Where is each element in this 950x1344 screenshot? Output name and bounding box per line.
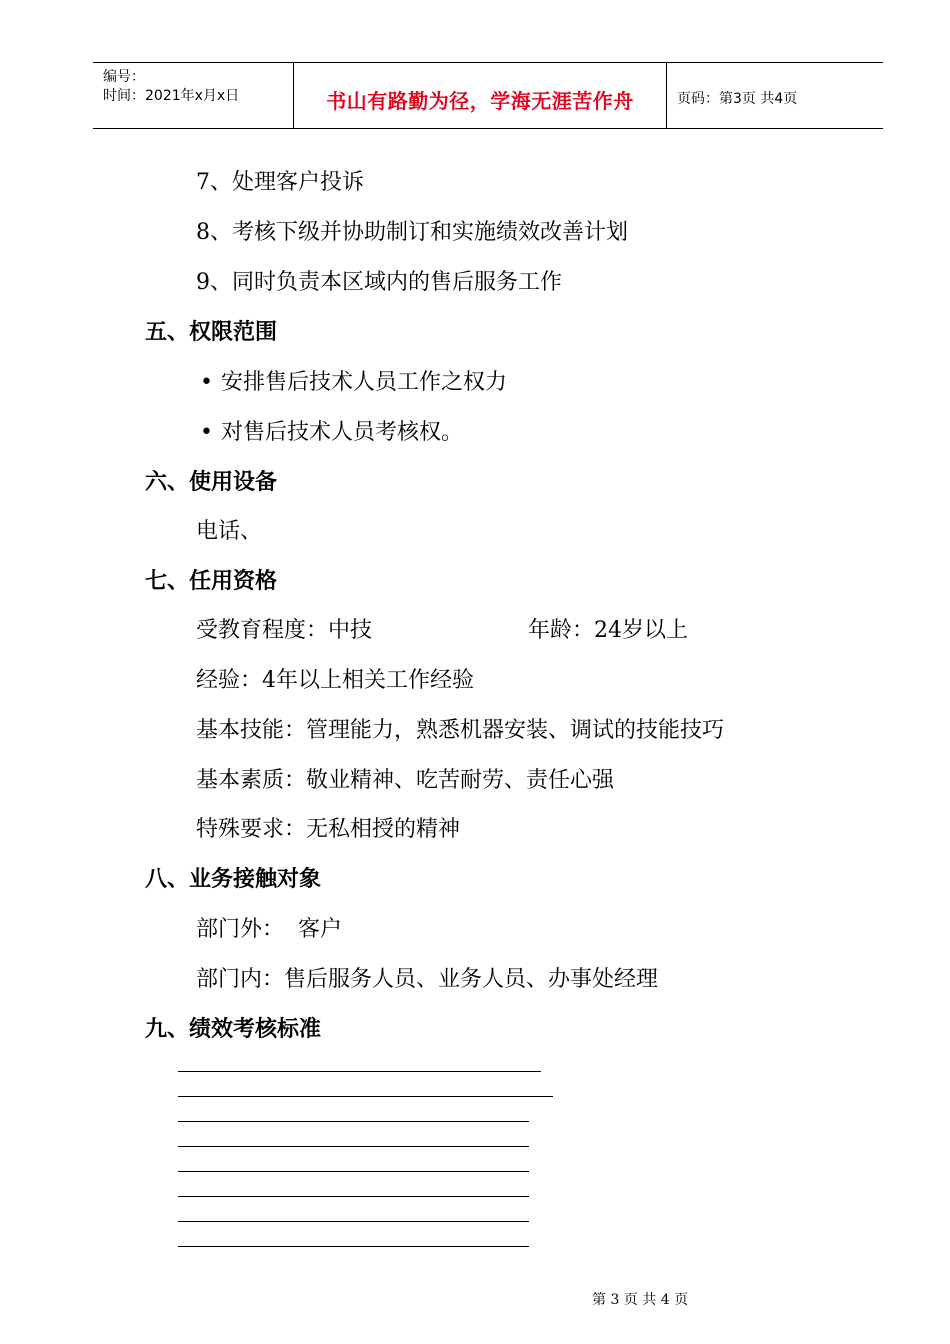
authority-item [200,422,463,444]
duty-item-9: 9、同时负责本区域内的售后服务工作 [196,270,562,295]
duty-item-7: 7、处理客户投诉 [196,170,364,195]
section-9-heading: 九、绩效考核标准 [145,1017,322,1042]
header-left-cell [93,63,294,128]
section-5-heading: 五、权限范围 [145,320,278,345]
blank-fill-line [178,1221,529,1222]
authority-item-text: 安排售后技术人员工作之权力 [220,370,507,395]
blank-fill-line [178,1171,529,1172]
section-6-heading: 六、使用设备 [145,470,278,495]
blank-fill-line [178,1146,529,1147]
document-time-label: 时间：2021年x月x日 [103,88,240,104]
header-page-cell [667,63,883,128]
section-8-heading: 八、业务接触对象 [145,867,322,892]
section-7-heading: 七、任用资格 [145,569,278,594]
header-motto-cell [294,63,667,128]
bullet-dot-icon: • [200,420,213,445]
special-requirement: 特殊要求：无私相授的精神 [196,817,461,842]
quality-requirement: 基本素质：敬业精神、吃苦耐劳、责任心强 [196,768,615,793]
external-contacts: 部门外： 客户 [196,917,342,942]
skills-requirement: 基本技能：管理能力，熟悉机器安装、调试的技能技巧 [196,718,725,743]
equipment-text: 电话、 [196,519,263,544]
blank-fill-line [178,1121,529,1122]
authority-item-text: 对售后技术人员考核权。 [220,420,463,445]
blank-fill-line [178,1196,529,1197]
education-requirement: 受教育程度：中技 [196,618,373,643]
duty-item-8: 8、考核下级并协助制订和实施绩效改善计划 [196,220,628,245]
authority-item [200,372,507,394]
blank-fill-line [178,1096,553,1097]
experience-requirement: 经验：4年以上相关工作经验 [196,668,474,693]
document-number-label: 编号： [103,69,145,85]
header-motto: 书山有路勤为径，学海无涯苦作舟 [326,89,634,113]
header-page-info: 页码：第3页 共4页 [677,91,798,107]
blank-fill-line [178,1246,529,1247]
page-header [93,62,883,129]
blank-fill-line [178,1071,541,1072]
age-requirement: 年龄：24岁以上 [528,618,688,643]
page-footer: 第 3 页 共 4 页 [592,1292,689,1308]
internal-contacts: 部门内：售后服务人员、业务人员、办事处经理 [196,967,659,992]
bullet-dot-icon: • [200,370,213,395]
